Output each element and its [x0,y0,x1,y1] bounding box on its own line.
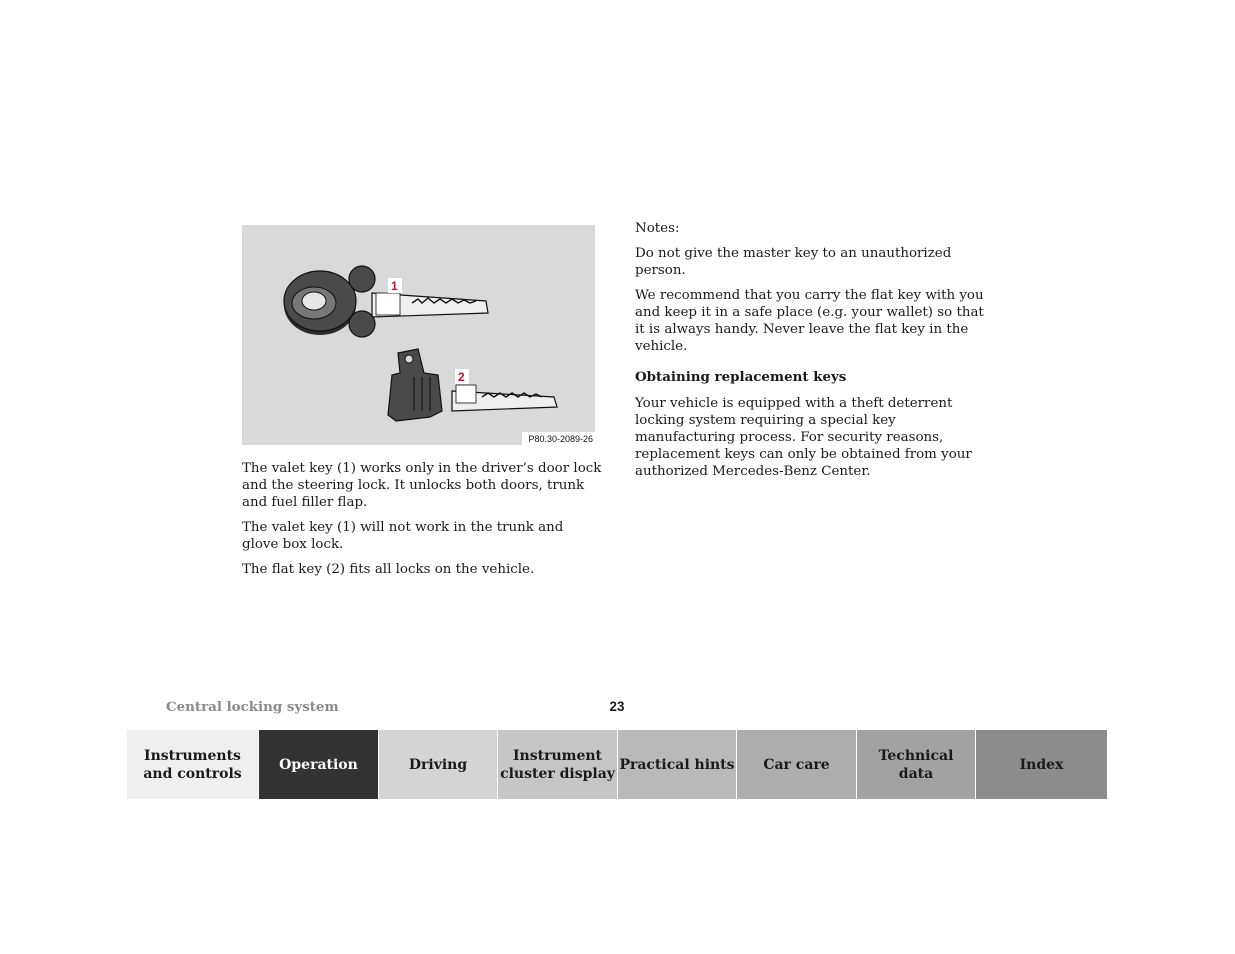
valet-key [284,266,488,337]
tab-instrument-cluster-display[interactable]: Instrument cluster display [498,730,618,799]
replacement-keys-paragraph: Your vehicle is equipped with a theft deterrent locking system requiring a special key manufacturing process. For security reasons, replacement keys can only be obtained from your authorized Mercedes-Benz Center. [635,396,972,479]
tab-technical-data[interactable]: Technical data [857,730,976,799]
keys-drawing [242,225,595,445]
note-master-key: Do not give the master key to an unauthorized person. [635,246,952,278]
valet-key-restriction-paragraph: The valet key (1) will not work in the trunk and glove box lock. [242,520,564,552]
section-title: Central locking system [166,699,339,715]
tab-driving[interactable]: Driving [379,730,498,799]
tab-operation[interactable]: Operation [259,730,379,799]
callout-2: 2 [458,370,465,384]
note-flat-key: We recommend that you carry the flat key with you and keep it in a safe place (e.g. your wallet) so that it is always handy. Never leave the flat key in the vehicle. [635,288,984,354]
tab-instruments-and-controls[interactable]: Instruments and controls [127,730,259,799]
right-column [635,220,995,488]
tab-index[interactable]: Index [976,730,1108,799]
key-illustration [242,225,595,445]
notes-label: Notes: [635,221,680,236]
page-number: 23 [609,699,625,714]
figure-code: P80.30-2089-26 [522,432,595,445]
flat-key-paragraph: The flat key (2) fits all locks on the vehicle. [242,562,535,577]
tab-practical-hints[interactable]: Practical hints [618,730,737,799]
replacement-keys-heading: Obtaining replacement keys [635,369,847,385]
valet-key-paragraph: The valet key (1) works only in the driver’s door lock and the steering lock. It unlocks both doors, trunk and fuel filler flap. [242,461,602,510]
chapter-tabs [127,730,1108,799]
flat-key [388,349,557,421]
callout-1: 1 [391,279,398,293]
tab-car-care[interactable]: Car care [737,730,857,799]
left-column [242,460,602,586]
